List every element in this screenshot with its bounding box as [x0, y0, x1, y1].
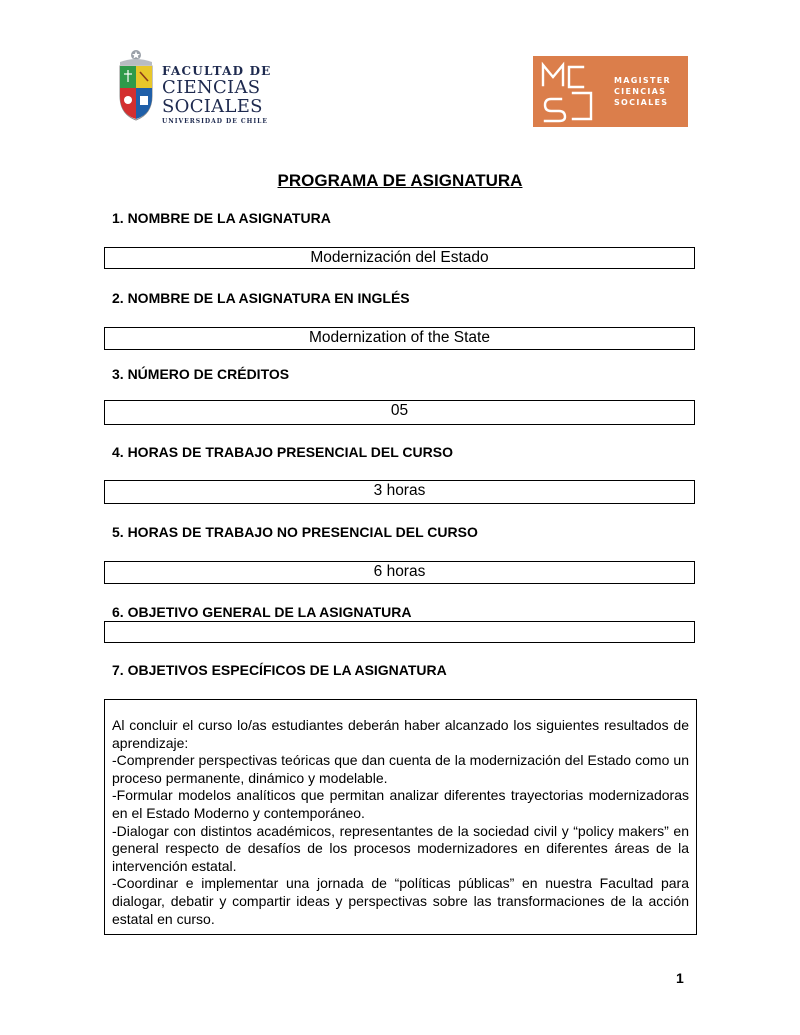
objective-item-2: -Formular modelos analíticos que permitan analizar diferentes trayectorias modernizadoras en el Estado Moderno y contemporáneo.: [112, 787, 689, 821]
logo-line-ciencias: CIENCIAS: [162, 77, 261, 98]
contact-hours-box: [104, 480, 695, 504]
non-contact-hours-value: 6 horas: [373, 563, 426, 580]
document-title: PROGRAMA DE ASIGNATURA: [277, 171, 523, 190]
non-contact-hours-box: [104, 561, 695, 584]
section-heading-1: 1. NOMBRE DE LA ASIGNATURA: [112, 210, 331, 226]
logo-line-universidad: UNIVERSIDAD DE CHILE: [162, 118, 268, 125]
section-heading-5: 5. HORAS DE TRABAJO NO PRESENCIAL DEL CURSO: [112, 524, 478, 540]
magister-logo: [533, 56, 688, 127]
page-number: 1: [676, 970, 684, 986]
logo-line-facultad: FACULTAD DE: [162, 64, 272, 78]
faculty-logo: [112, 48, 272, 128]
logo-line-sociales: SOCIALES: [162, 96, 263, 117]
credits-value: 05: [390, 402, 409, 419]
section-heading-3: 3. NÚMERO DE CRÉDITOS: [112, 366, 290, 382]
specific-objectives-box: [104, 699, 697, 935]
section-heading-2: 2. NOMBRE DE LA ASIGNATURA EN INGLÉS: [112, 290, 410, 306]
course-name-value: Modernización del Estado: [310, 249, 489, 266]
university-crest-icon: [114, 48, 158, 124]
objective-item-4: -Coordinar e implementar una jornada de “políticas públicas” en nuestra Facultad para dialogar, debatir y compartir ideas y perspectivas sobre las transformaciones de la acción estatal en curso.: [112, 875, 689, 927]
logo-line-sociales-right: SOCIALES: [614, 98, 669, 107]
mcs-monogram-icon: [539, 61, 599, 123]
section-heading-4: 4. HORAS DE TRABAJO PRESENCIAL DEL CURSO: [112, 444, 453, 460]
objective-item-1: -Comprender perspectivas teóricas que dan cuenta de la modernización del Estado como un proceso permanente, dinámico y modelable.: [112, 752, 689, 786]
objectives-intro: Al concluir el curso lo/as estudiantes deberán haber alcanzado los siguientes resultados de aprendizaje:: [112, 717, 689, 751]
course-name-english-value: Modernization of the State: [309, 329, 490, 346]
general-objective-box: [104, 621, 695, 643]
logo-line-ciencias-right: CIENCIAS: [614, 87, 667, 96]
logo-line-magister: MAGISTER: [614, 76, 671, 85]
course-name-box: [104, 247, 695, 269]
objective-item-3: -Dialogar con distintos académicos, representantes de la sociedad civil y “policy makers” en general respecto de desafíos de los procesos modernizadores en diferentes áreas de la intervención estatal.: [112, 822, 689, 874]
course-name-english-box: [104, 327, 695, 350]
credits-box: [104, 400, 695, 425]
contact-hours-value: 3 horas: [373, 482, 426, 499]
section-heading-7: 7. OBJETIVOS ESPECÍFICOS DE LA ASIGNATURA: [112, 662, 447, 678]
section-heading-6: 6. OBJETIVO GENERAL DE LA ASIGNATURA: [112, 604, 412, 620]
